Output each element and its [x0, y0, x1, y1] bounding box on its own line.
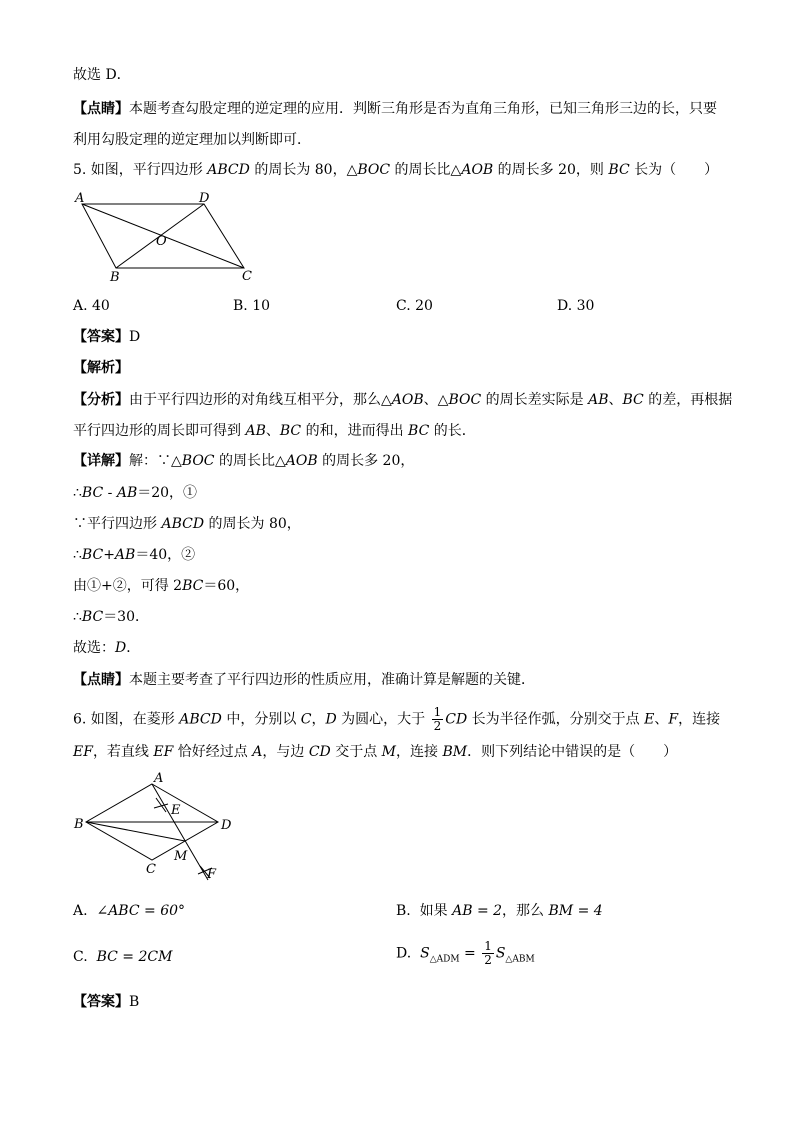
q5-xiangjie-line6: ∴BC＝30． — [73, 609, 150, 625]
q5-stem: 5. 如图，平行四边形 ABCD 的周长为 80，△BOC 的周长比△AOB 的周长多 20，则 BC 长为（ ） — [73, 162, 719, 178]
q6-rhombus-figure — [70, 768, 240, 890]
label-a: A — [154, 771, 164, 786]
prev-dianjing-line1 — [73, 100, 717, 118]
q5-option-a: A. 40 — [73, 298, 110, 314]
q6-answer: 【答案】B — [73, 994, 140, 1010]
q6-option-a: A. ∠ABC = 60° — [73, 903, 186, 919]
label-d: D — [221, 818, 232, 833]
q6-stem-line1: 6. 如图，在菱形 ABCD 中，分别以 C，D 为圆心，大于 $\frac{1}{2}$ CD 长为半径作弧，分别交于点 E、F，连接 — [73, 705, 721, 733]
q6-option-c: C. BC = 2CM — [73, 949, 173, 965]
q5-xiangjie-line7: 故选：D． — [73, 640, 141, 656]
q5-xiangjie-line5: 由①+②，可得 2BC＝60， — [73, 578, 250, 594]
q5-xiangjie-line1: 【详解】解：∵△BOC 的周长比△AOB 的周长多 20， — [73, 453, 415, 469]
q5-option-b: B. 10 — [233, 298, 271, 314]
prev-answer-choice: 故选 D． — [73, 67, 131, 83]
segment-bm — [86, 822, 185, 841]
label-o: O — [156, 234, 167, 249]
q5-dianjing: 【点睛】本题主要考查了平行四边形的性质应用，准确计算是解题的关键． — [73, 672, 535, 688]
q5-option-d: D. 30 — [557, 298, 595, 314]
label-c: C — [242, 269, 252, 284]
fraction-one-half: $\frac{1}{2}$ — [433, 705, 442, 733]
label-b: B — [110, 270, 120, 284]
fraction-one-half-d: $\frac{1}{2}$ — [484, 939, 492, 967]
q6-option-b: B. 如果 AB = 2，那么 BM = 4 — [396, 903, 603, 919]
label-c: C — [146, 862, 156, 877]
q5-jiexi-tag: 【解析】 — [73, 360, 129, 376]
label-a: A — [75, 191, 85, 206]
q6-stem-line2: EF，若直线 EF 恰好经过点 A，与边 CD 交于点 M，连接 BM．则下列结论中错误的是（ ） — [73, 744, 678, 760]
q5-fenxi-line2: 平行四边形的周长即可得到 AB、BC 的和，进而得出 BC 的长． — [73, 423, 476, 439]
label-m: M — [174, 849, 188, 864]
q5-xiangjie-line3: ∵平行四边形 ABCD 的周长为 80， — [73, 516, 301, 532]
q5-fenxi-line1: 【分析】由于平行四边形的对角线互相平分，那么△AOB、△BOC 的周长差实际是 AB、BC 的差，再根据 — [73, 392, 733, 408]
label-d: D — [199, 191, 210, 206]
q6-option-d: D. $S_{\triangle ADM}$ = $\frac{1}{2}$ $S_{\triangle ABM}$ — [396, 939, 535, 967]
label-b: B — [74, 817, 84, 832]
prev-dianjing-text1: 本题考查勾股定理的逆定理的应用．判断三角形是否为直角三角形，已知三角形三边的长，只要 — [129, 101, 717, 117]
q5-parallelogram-figure — [70, 188, 270, 284]
label-f: F — [207, 867, 217, 882]
prev-dianjing-line2: 利用勾股定理的逆定理加以判断即可． — [73, 132, 311, 148]
label-e: E — [171, 803, 181, 818]
q5-xiangjie-line2: ∴BC - AB＝20，① — [73, 485, 198, 501]
q5-option-c: C. 20 — [396, 298, 433, 314]
q5-answer: 【答案】D — [73, 329, 141, 345]
line-ef — [152, 784, 208, 880]
q5-xiangjie-line4: ∴BC+AB＝40，② — [73, 547, 196, 563]
dianjing-tag: 【点睛】 — [73, 101, 129, 117]
